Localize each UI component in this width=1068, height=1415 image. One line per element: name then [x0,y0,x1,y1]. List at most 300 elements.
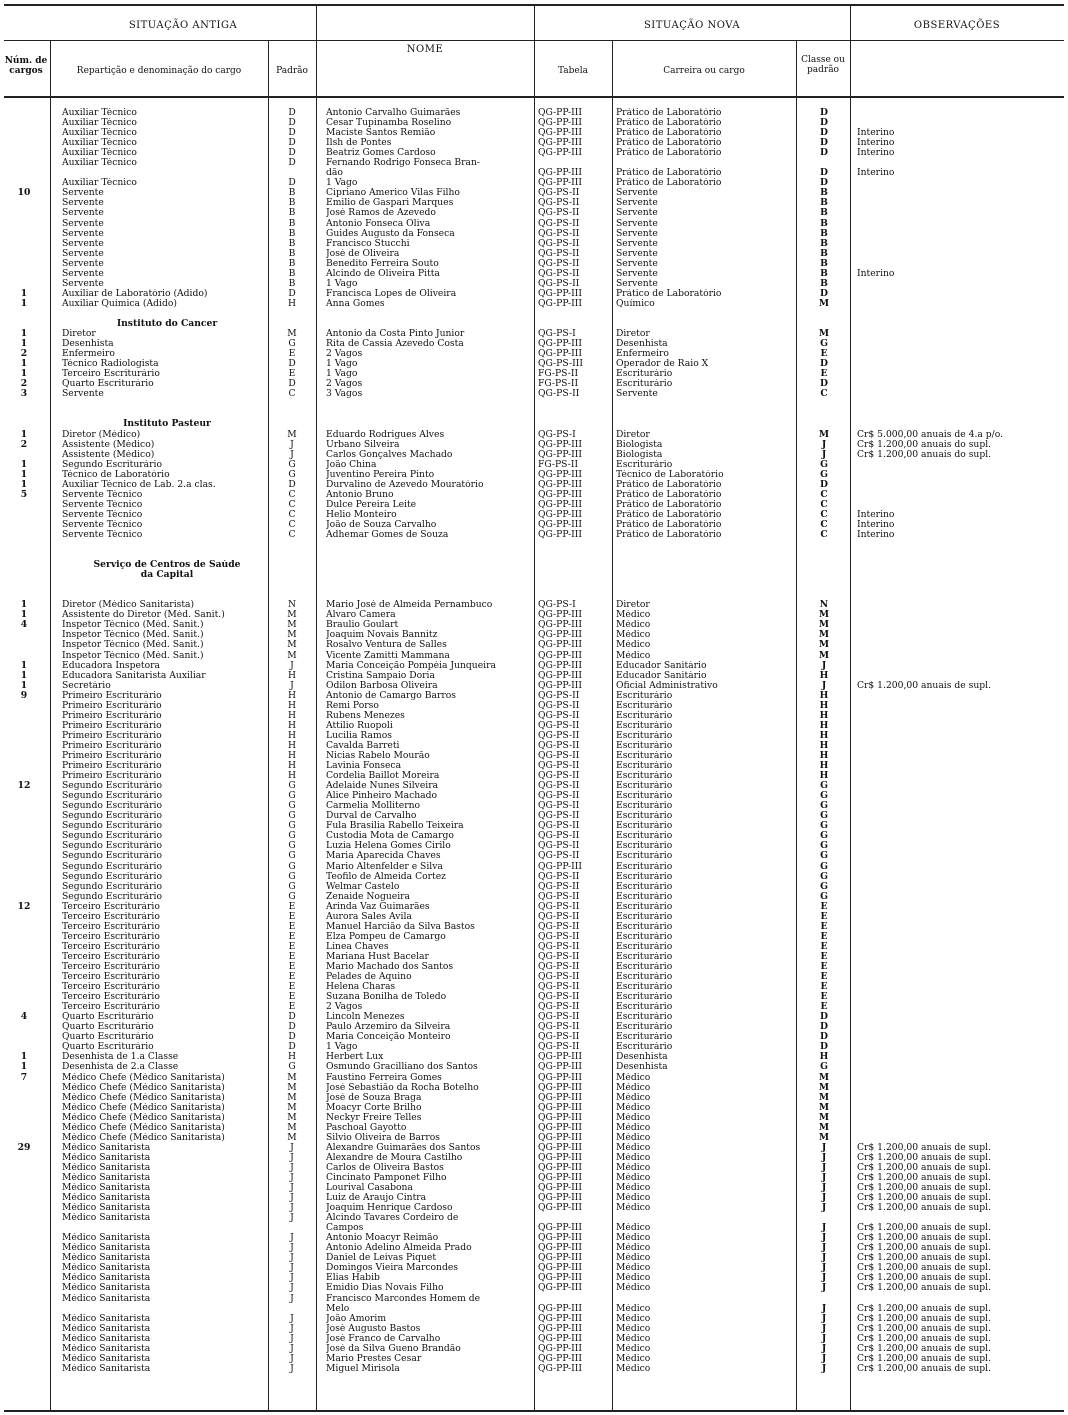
nome-cell: José Ramos de Azevedo [326,208,436,219]
header-situacao-antiga: SITUAÇÃO ANTIGA [128,20,238,31]
tabela-cell: QG-PS-II [538,1012,580,1023]
tabela-cell: QG-PS-II [538,911,580,922]
table-row [0,962,1068,972]
padrao-cell: M [287,610,297,621]
table-row [0,1163,1068,1173]
nome-cell: Welmar Castelo [326,881,400,892]
padrao-cell: M [287,640,297,651]
num-cargos-cell: 1 [20,298,28,309]
num-cargos-cell: 10 [17,188,31,199]
cargo-cell: Instituto Pasteur [123,419,211,430]
tabela-cell: QG-PS-II [538,228,580,239]
observacao-cell: Cr$ 1.200,00 anuais de supl. [857,1223,991,1234]
cargo-cell: Primeiro Escriturário [62,751,162,761]
num-cargos-cell: 2 [20,349,28,360]
table-row [0,279,1068,289]
classe-cell: M [818,610,830,621]
classe-cell: D [820,479,828,490]
padrao-cell: G [288,791,296,802]
carreira-cell: Educador Sanitário [616,660,707,671]
cargo-cell: Terceiro Escriturário [62,941,160,952]
tabela-cell: QG-PS-II [538,188,580,199]
tabela-cell: QG-PP-III [538,288,582,299]
padrao-cell: J [290,660,294,671]
classe-cell: B [820,238,828,249]
nome-cell: Domingos Vieira Marcondes [326,1263,458,1274]
cargo-cell: Médico Sanitarista [62,1162,151,1173]
num-cargos-cell: 29 [17,1142,31,1153]
nome-cell: Alvaro Camera [326,610,396,621]
nome-cell: Antonio Adelino Almeida Prado [326,1243,472,1254]
classe-cell: C [820,519,828,530]
carreira-cell: Servente [616,188,658,199]
table-row [0,1083,1068,1093]
padrao-cell: J [290,1323,294,1334]
classe-cell: H [819,751,829,761]
table-row [0,530,1068,540]
classe-cell: C [820,499,828,510]
table-row [0,188,1068,198]
table-row [0,1052,1068,1062]
tabela-cell: QG-PS-II [538,821,580,832]
table-row [0,500,1068,510]
nome-cell: Lucilia Ramos [326,730,392,741]
num-cargos-cell: 4 [20,620,28,631]
tabela-cell: QG-PS-II [538,248,580,259]
nome-cell: Luzia Helena Gomes Cirilo [326,841,451,852]
classe-cell: D [820,379,828,390]
tabela-cell: QG-PS-II [538,791,580,802]
table-row [0,902,1068,912]
tabela-cell: QG-PS-II [538,740,580,751]
table-row [0,1073,1068,1083]
table-row [0,118,1068,128]
table-row [0,229,1068,239]
tabela-cell: QG-PP-III [538,349,582,360]
classe-cell: J [821,1172,827,1183]
carreira-cell: Prático de Laboratório [616,288,722,299]
cargo-cell: Terceiro Escriturário [62,911,160,922]
classe-cell: H [819,771,829,782]
table-row [0,630,1068,640]
carreira-cell: Médico [616,1183,651,1194]
carreira-cell: Escriturário [616,811,673,822]
tabela-cell: QG-PS-II [538,258,580,269]
carreira-cell: Médico [616,1102,651,1113]
cargo-cell: Médico Sanitarista [62,1323,151,1334]
classe-cell: E [820,349,828,360]
table-row [0,580,1068,590]
carreira-cell: Prático de Laboratório [616,168,722,179]
padrao-cell: H [287,720,296,731]
nome-cell: Rita de Cassia Azevedo Costa [326,339,464,350]
padrao-cell: E [288,1002,296,1013]
classe-cell: M [818,1132,830,1143]
cargo-cell: Servente [62,238,104,249]
header-tabela: Tabela [557,66,588,76]
tabela-cell: QG-PP-III [538,861,582,872]
nome-cell: Attilio Ruopoli [326,720,393,731]
num-cargos-cell: 1 [20,339,28,350]
classe-cell: M [818,1082,830,1093]
table-row [0,781,1068,791]
classe-cell: E [820,982,828,993]
table-row [0,661,1068,671]
tabela-cell: QG-PS-II [538,781,580,792]
classe-cell: D [820,1012,828,1023]
carreira-cell: Diretor [616,329,650,340]
table-row [0,359,1068,369]
tabela-cell: QG-PP-III [538,1082,582,1093]
tabela-cell: QG-PP-III [538,499,582,510]
table-row [0,490,1068,500]
cargo-cell: Segundo Escriturário [62,801,163,812]
cargo-cell: Segundo Escriturário [62,791,163,802]
cargo-cell: Servente [62,389,104,400]
nome-cell: Herbert Lux [326,1052,384,1063]
tabela-cell: QG-PS-II [538,811,580,822]
cargo-cell: Auxiliar Técnico [62,118,137,129]
tabela-cell: QG-PS-II [538,208,580,219]
carreira-cell: Escriturário [616,831,673,842]
carreira-cell: Médico [616,1333,651,1344]
classe-cell: B [820,228,828,239]
tabela-cell: QG-PS-II [538,238,580,249]
cargo-cell: Primeiro Escriturário [62,690,162,701]
nome-cell: Francisco Stucchi [326,238,410,249]
nome-cell: 3 Vagos [326,389,363,400]
observacao-cell: Interino [857,148,895,159]
padrao-cell: E [288,911,296,922]
carreira-cell: Escriturário [616,771,673,782]
carreira-cell: Operador de Raio X [616,359,709,370]
padrao-cell: D [288,288,296,299]
table-row [0,1283,1068,1293]
num-cargos-cell: 1 [20,469,28,480]
tabela-cell: QG-PS-II [538,961,580,972]
num-cargos-cell: 1 [20,660,28,671]
tabela-cell: QG-PP-III [538,1142,582,1153]
table-row [0,219,1068,229]
classe-cell: J [821,1193,827,1204]
padrao-cell: J [290,1243,294,1254]
classe-cell: D [820,178,828,189]
padrao-cell: B [288,238,296,249]
table-row [0,972,1068,982]
cargo-cell: Segundo Escriturário [62,459,163,470]
padrao-cell: M [287,1082,297,1093]
classe-cell: B [820,258,828,269]
classe-cell: G [820,801,828,812]
cargo-cell: Médico Sanitarista [62,1243,151,1254]
padrao-cell: J [290,1183,294,1194]
nome-cell: Francisco Marcondes Homem de [326,1293,481,1304]
table-row [0,178,1068,188]
tabela-cell: QG-PP-III [538,1102,582,1113]
table-row [0,1022,1068,1032]
tabela-cell: QG-PP-III [538,620,582,631]
carreira-cell: Médico [616,1343,651,1354]
classe-cell: G [820,821,828,832]
table-row [0,1203,1068,1213]
carreira-cell: Escriturário [616,921,673,932]
padrao-cell: H [287,751,296,761]
padrao-cell: J [290,1363,294,1374]
cargo-cell: Educadora Inspetora [62,660,161,671]
cargo-cell: Diretor (Médico) [62,429,141,440]
cargo-cell: Servente [62,228,104,239]
carreira-cell: Prático de Laboratório [616,479,722,490]
carreira-cell: Médico [616,610,651,621]
nome-cell: Durval de Carvalho [326,811,417,822]
nome-cell: 2 Vagos [326,1002,363,1013]
cargo-cell: Segundo Escriturário [62,831,163,842]
cargo-cell: Médico Chefe (Médico Sanitarista) [62,1122,225,1133]
padrao-cell: J [290,1213,294,1224]
tabela-cell: QG-PP-III [538,1152,582,1163]
nome-cell: Teofilo de Almeida Cortez [326,871,447,882]
padrao-cell: B [288,228,296,239]
num-cargos-cell: 4 [20,1012,28,1023]
nome-cell: Manuel Harcião da Silva Bastos [326,921,475,932]
table-row [0,259,1068,269]
padrao-cell: H [287,740,296,751]
nome-cell: Helena Charas [326,982,396,993]
tabela-cell: QG-PP-III [538,1363,582,1374]
padrao-cell: E [288,369,296,380]
carreira-cell: Escriturário [616,992,673,1003]
tabela-cell: QG-PP-III [538,640,582,651]
cargo-cell: Auxiliar Química (Adido) [62,298,177,309]
table-row [0,892,1068,902]
padrao-cell: D [288,479,296,490]
cargo-cell: Servente [62,268,104,279]
observacao-cell: Cr$ 1.200,00 anuais de supl. [857,1333,991,1344]
carreira-cell: Escriturário [616,891,673,902]
padrao-cell: H [287,730,296,741]
cargo-cell: Inspetor Técnico (Méd. Sanit.) [62,640,204,651]
padrao-cell: H [287,690,296,701]
carreira-cell: Escriturário [616,911,673,922]
table-row [0,1223,1068,1233]
tabela-cell: QG-PS-I [538,329,576,340]
classe-cell: E [820,951,828,962]
padrao-cell: D [288,158,296,169]
table-row [0,349,1068,359]
padrao-cell: B [288,268,296,279]
carreira-cell: Escriturário [616,861,673,872]
cargo-cell: Terceiro Escriturário [62,961,160,972]
padrao-cell: M [287,1132,297,1143]
cargo-cell: Serviço de Centros de Saúde [93,560,241,571]
header-carreira: Carreira ou cargo [663,66,745,76]
cargo-cell: Enfermeiro [62,349,115,360]
classe-cell: C [820,529,828,540]
carreira-cell: Prático de Laboratório [616,148,722,159]
nome-cell: Daniel de Leivas Piquet [326,1253,437,1264]
classe-cell: G [820,459,828,470]
nome-cell: Linea Chaves [326,941,389,952]
nome-cell: 1 Vago [326,359,358,370]
cargo-cell: Quarto Escriturário [62,379,154,390]
padrao-cell: E [288,951,296,962]
classe-cell: E [820,369,828,380]
table-row [0,1123,1068,1133]
carreira-cell: Servente [616,198,658,209]
padrao-cell: B [288,248,296,259]
table-row [0,651,1068,661]
nome-cell: Melo [326,1303,350,1314]
padrao-cell: E [288,982,296,993]
tabela-cell: QG-PP-III [538,630,582,641]
padrao-cell: G [288,831,296,842]
padrao-cell: G [288,339,296,350]
padrao-cell: M [287,329,297,340]
tabela-cell: QG-PP-III [538,1273,582,1284]
nome-cell: Durvalino de Azevedo Mouratório [326,479,484,490]
observacao-cell: Cr$ 1.200,00 anuais de supl. [857,1233,991,1244]
carreira-cell: Escriturário [616,881,673,892]
cargo-cell: Terceiro Escriturário [62,992,160,1003]
carreira-cell: Desenhista [616,339,668,350]
carreira-cell: Prático de Laboratório [616,178,722,189]
nome-cell: Joaquim Novais Bannitz [326,630,438,641]
cargo-cell: Médico Chefe (Médico Sanitarista) [62,1102,225,1113]
observacao-cell: Cr$ 1.200,00 anuais de supl. [857,1183,991,1194]
tabela-cell: QG-PP-III [538,1183,582,1194]
cargo-cell: Terceiro Escriturário [62,982,160,993]
padrao-cell: J [290,449,294,460]
carreira-cell: Médico [616,1072,651,1083]
padrao-cell: J [290,1193,294,1204]
table-row [0,600,1068,610]
carreira-cell: Prático de Laboratório [616,118,722,129]
carreira-cell: Escriturário [616,700,673,711]
carreira-cell: Prático de Laboratório [616,529,722,540]
observacao-cell: Cr$ 1.200,00 anuais de supl. [857,1142,991,1153]
padrao-cell: D [288,128,296,139]
table-row [0,108,1068,118]
table-row [0,249,1068,259]
nome-cell: José da Silva Gueno Brandão [326,1343,461,1354]
carreira-cell: Escriturário [616,369,673,380]
table-row [0,430,1068,440]
classe-cell: J [821,1303,827,1314]
tabela-cell: FG-PS-II [538,379,579,390]
tabela-cell: QG-PP-III [538,1112,582,1123]
tabela-cell: QG-PS-II [538,921,580,932]
tabela-cell: QG-PS-II [538,751,580,761]
classe-cell: G [820,811,828,822]
carreira-cell: Médico [616,1132,651,1143]
nome-cell: Maria Conceição Pompéia Junqueira [326,660,496,671]
carreira-cell: Escriturário [616,941,673,952]
table-row [0,640,1068,650]
carreira-cell: Prático de Laboratório [616,509,722,520]
padrao-cell: G [288,891,296,902]
tabela-cell: QG-PS-II [538,389,580,400]
table-row [0,1364,1068,1374]
classe-cell: D [820,1032,828,1043]
carreira-cell: Médico [616,1233,651,1244]
classe-cell: D [820,1042,828,1053]
carreira-cell: Escriturário [616,972,673,983]
tabela-cell: QG-PP-III [538,610,582,621]
tabela-cell: QG-PP-III [538,439,582,450]
nome-cell: Ilsh de Pontes [326,138,392,149]
nome-cell: Mariana Hust Bacelar [326,951,429,962]
carreira-cell: Escriturário [616,961,673,972]
padrao-cell: G [288,811,296,822]
table-row [0,269,1068,279]
table-row [0,148,1068,158]
table-row [0,741,1068,751]
nome-cell: Mario Altenfelder e Silva [326,861,443,872]
classe-cell: B [820,248,828,259]
num-cargos-cell: 9 [20,690,28,701]
padrao-cell: M [287,650,297,661]
classe-cell: J [821,1263,827,1274]
classe-cell: J [821,1333,827,1344]
tabela-cell: QG-PS-II [538,268,580,279]
carreira-cell: Biologista [616,439,663,450]
observacao-cell: Interino [857,168,895,179]
observacao-cell: Interino [857,138,895,149]
classe-cell: M [818,630,830,641]
nome-cell: Campos [326,1223,364,1234]
table-row [0,721,1068,731]
padrao-cell: M [287,620,297,631]
nome-cell: Beatriz Gomes Cardoso [326,148,436,159]
num-cargos-cell: 1 [20,329,28,340]
padrao-cell: H [287,670,296,681]
padrao-cell: G [288,821,296,832]
cargo-cell: Terceiro Escriturário [62,972,160,983]
carreira-cell: Escriturário [616,982,673,993]
tabela-cell: QG-PP-III [538,1343,582,1354]
padrao-cell: D [288,108,296,118]
carreira-cell: Prático de Laboratório [616,499,722,510]
tabela-cell: QG-PP-III [538,650,582,661]
table-row [0,299,1068,309]
tabela-cell: QG-PS-II [538,1032,580,1043]
table-row [0,992,1068,1002]
table-row [0,1103,1068,1113]
num-cargos-cell: 1 [20,359,28,370]
padrao-cell: J [290,1273,294,1284]
nome-cell: Antonio Fonseca Oliva [326,218,431,229]
carreira-cell: Médico [616,1112,651,1123]
carreira-cell: Escriturário [616,459,673,470]
num-cargos-cell: 1 [20,600,28,611]
carreira-cell: Escriturário [616,740,673,751]
nome-cell: 1 Vago [326,278,358,289]
table-row [0,932,1068,942]
table-row [0,168,1068,178]
nome-cell: Antonio da Costa Pinto Junior [326,329,465,340]
classe-cell: H [819,710,829,721]
carreira-cell: Escriturário [616,1012,673,1023]
classe-cell: M [818,650,830,661]
nome-cell: Mario Machado dos Santos [326,961,454,972]
nome-cell: 1 Vago [326,178,358,189]
cargo-cell: Primeiro Escriturário [62,730,162,741]
tabela-cell: FG-PS-II [538,459,579,470]
cargo-cell: Servente Técnico [62,519,143,530]
padrao-cell: G [288,861,296,872]
observacao-cell: Interino [857,128,895,139]
tabela-cell: QG-PP-III [538,138,582,149]
